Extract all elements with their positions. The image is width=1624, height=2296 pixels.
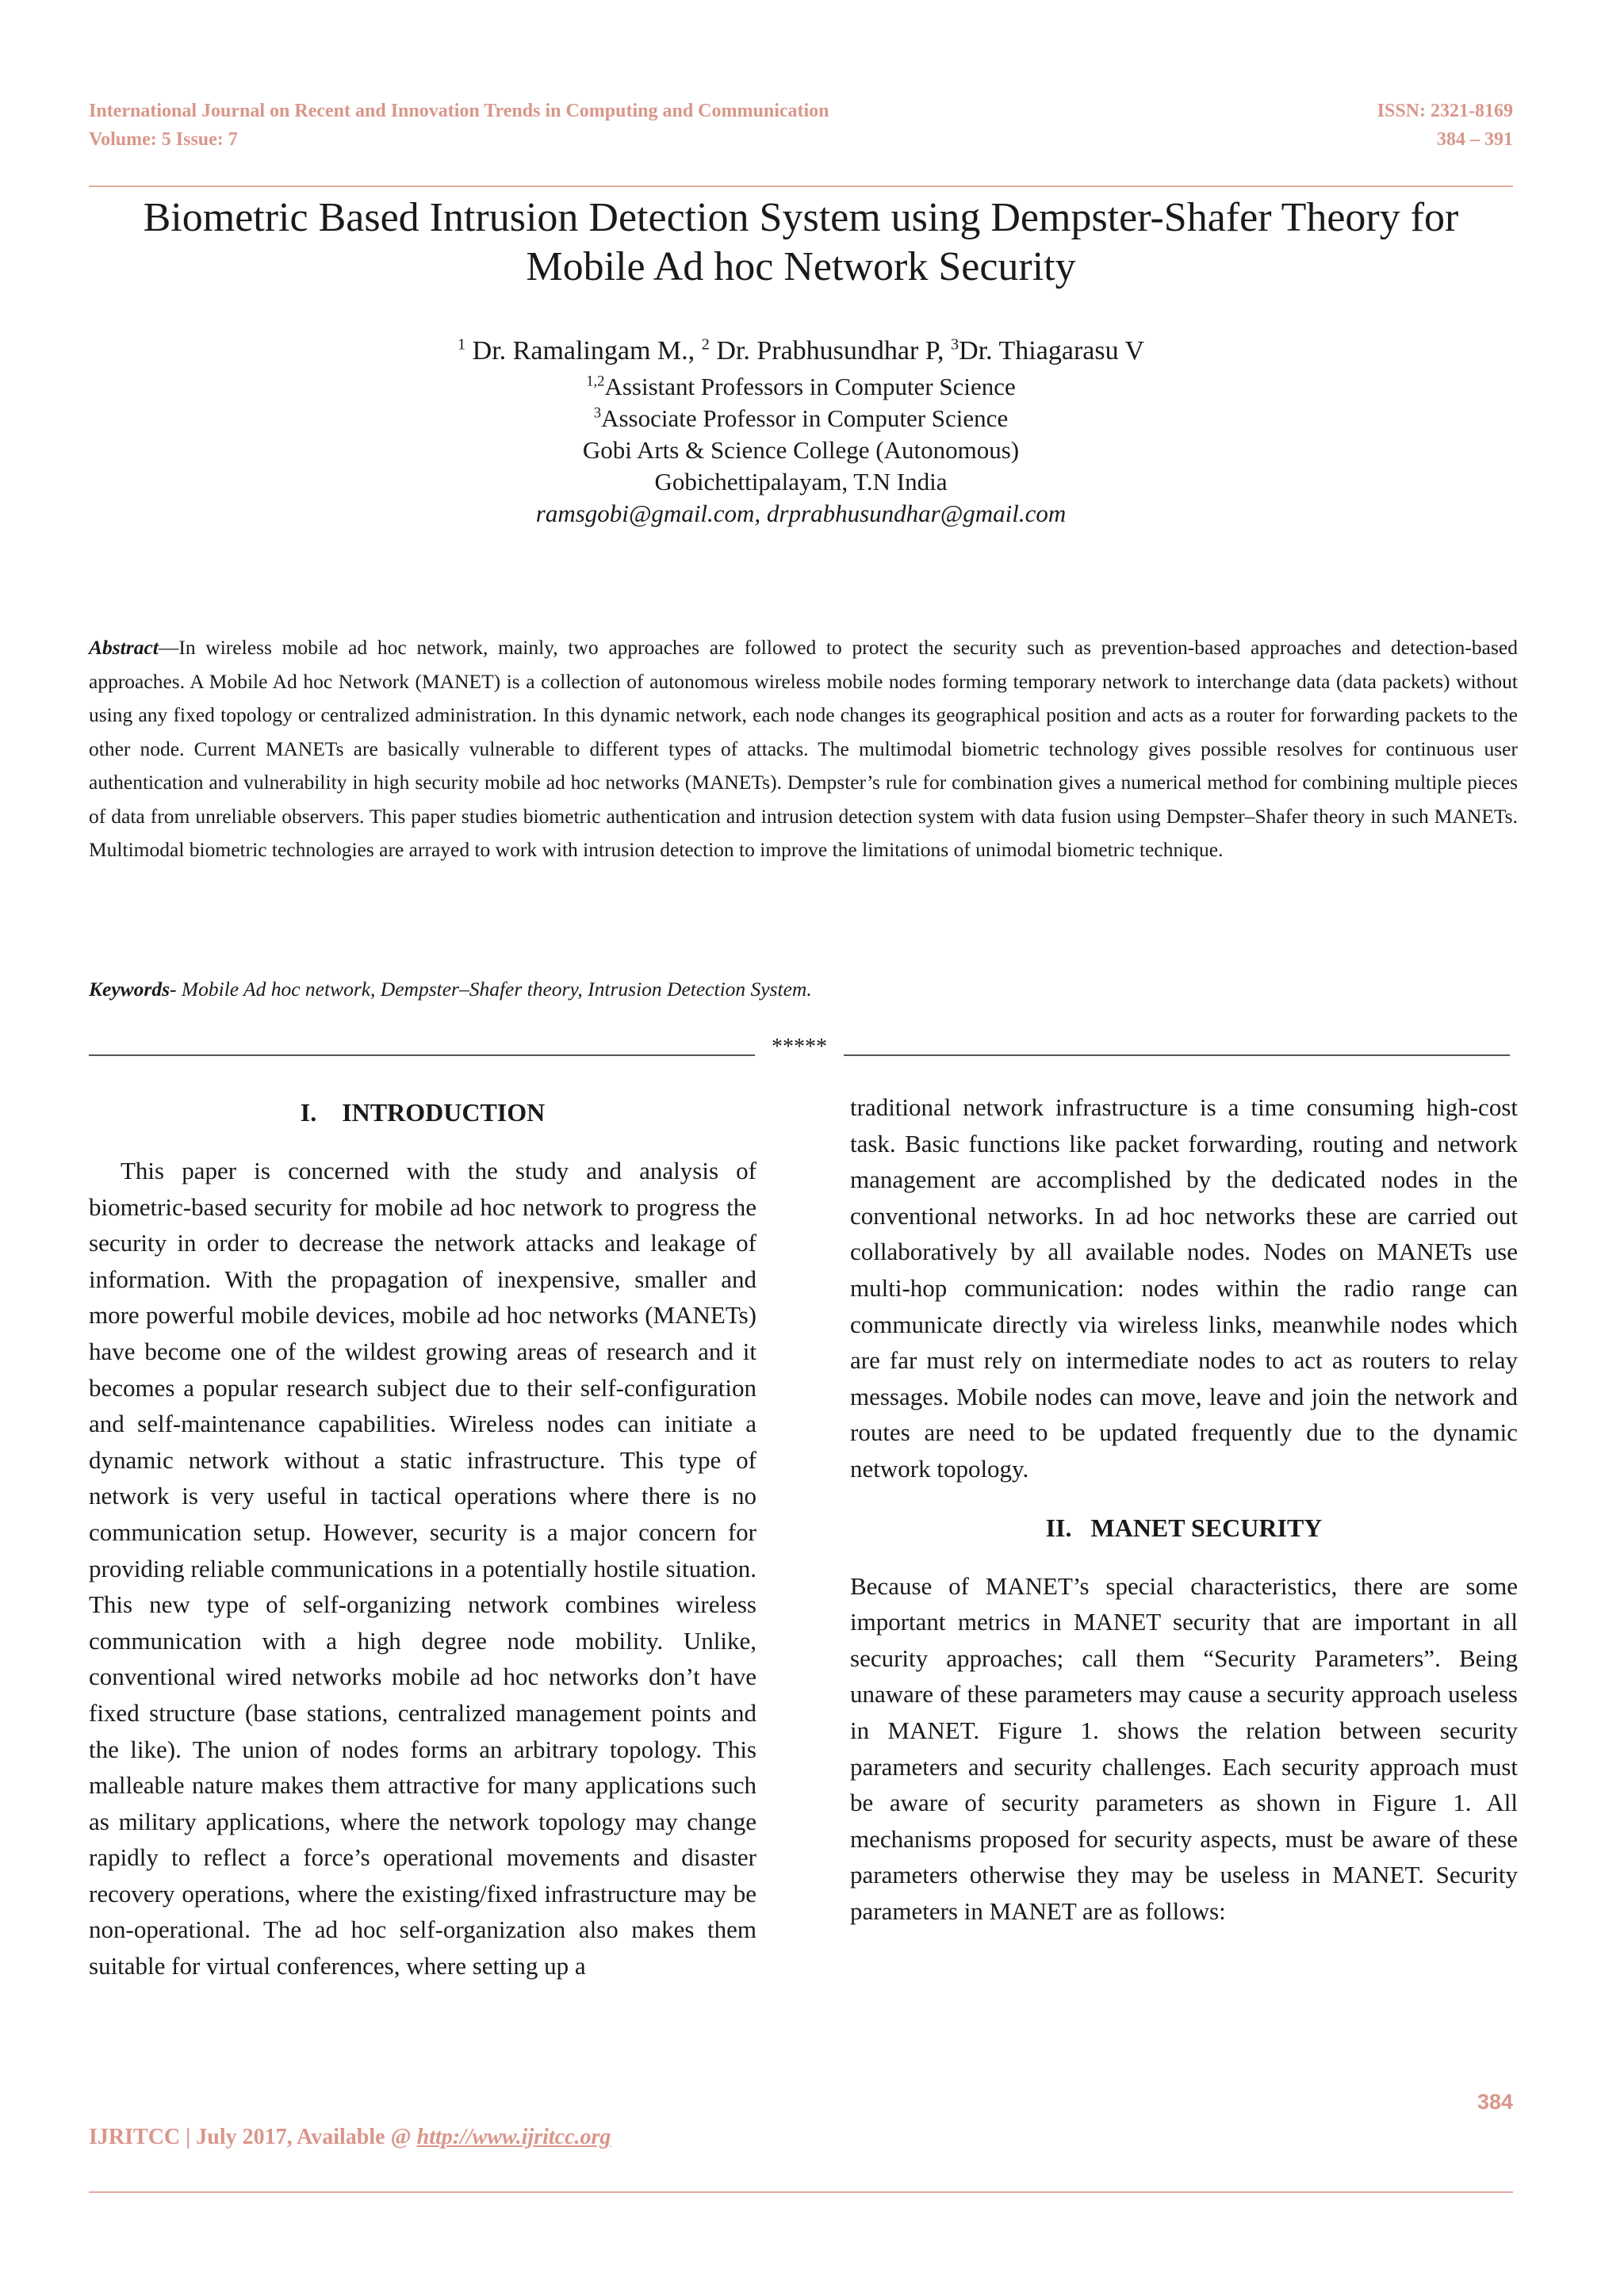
paper-title: Biometric Based Intrusion Detection System using Dempster-Shafer Theory for Mobile Ad hoc Network Security bbox=[143, 195, 1459, 289]
author-line bbox=[89, 335, 1513, 368]
intro-paragraph-continued: traditional network infrastructure is a time consuming high-cost task. Basic functions like packet forwarding, routing and network management are accomplished by the dedicated nodes in the conventional networks. In ad hoc networks these are carried out collaboratively by all available nodes. Nodes on MANETs use multi-hop communication: nodes within the radio range can communicate directly via wireless links, meanwhile nodes which are far must rely on intermediate nodes to act as routers to relay messages. Mobile nodes can move, leave and join the network and routes are need to be updated frequently due to the dynamic network topology. bbox=[850, 1093, 1518, 1483]
journal-header-right bbox=[1377, 97, 1513, 154]
manet-paragraph: Because of MANET’s special characteristics, there are some important metrics in MANET security that are important in all security approaches; call them “Security Parameters”. Being unaware of these parameters may cause a security approach useless in MANET. Figure 1. shows the relation between security parameters and security challenges. Each security approach must be aware of security parameters as shown in Figure 1. All mechanisms proposed for security aspects, must be aware of these parameters otherwise they may be useless in MANET. Security parameters in MANET are as follows: bbox=[850, 1571, 1518, 1925]
issn: ISSN: 2321-8169 bbox=[1377, 101, 1513, 121]
keywords bbox=[89, 975, 812, 1004]
footer bbox=[89, 2125, 611, 2150]
author-sup-2: 2 bbox=[701, 335, 710, 354]
affil-sup-3: 3 bbox=[593, 404, 602, 422]
affil-line-2: Associate Professor in Computer Science bbox=[601, 404, 1009, 432]
author-sup-1: 1 bbox=[457, 335, 466, 354]
journal-name: International Journal on Recent and Innovation Trends in Computing and Communication bbox=[89, 101, 829, 121]
footer-text: IJRITCC | July 2017, Available @ bbox=[89, 2125, 417, 2149]
abstract bbox=[89, 631, 1518, 867]
author-2: Dr. Prabhusundhar P, bbox=[709, 336, 951, 365]
author-3: Dr. Thiagarasu V bbox=[959, 336, 1145, 365]
page-range: 384 – 391 bbox=[1437, 129, 1513, 150]
affiliation-block bbox=[89, 371, 1513, 530]
intro-paragraph: This paper is concerned with the study and analysis of biometric-based security for mobile ad hoc network to progress the security in order to decrease the network attacks and leakage of information. With the propagation of inexpensive, smaller and more powerful mobile devices, mobile ad hoc networks (MANETs) have become one of the wildest growing areas of research and it becomes a popular research subject due to their self-configuration and self-maintenance capabilities. Wireless nodes can initiate a dynamic network without a static infrastructure. This type of network is very useful in tactical operations where there is no communication setup. However, security is a major concern for providing reliable communications in a potentially hostile situation. This new type of self-organizing network combines wireless communication with a high degree node mobility. Unlike, conventional wired networks mobile ad hoc networks don’t have fixed structure (base stations, centralized management points and the like). The union of nodes forms an arbitrary topology. This malleable nature makes them attractive for many applications such as military applications, where the network topology may change rapidly to reflect a force’s operational movements and disaster recovery operations, where the existing/fixed infrastructure may be non-operational. The ad hoc self-organization also makes them suitable for virtual conferences, where setting up a bbox=[89, 1157, 756, 1980]
affil-line-1: Assistant Professors in Computer Science bbox=[604, 373, 1016, 400]
author-sup-3: 3 bbox=[950, 335, 959, 354]
affil-line-3: Gobi Arts & Science College (Autonomous) bbox=[582, 436, 1020, 464]
keywords-label: Keywords bbox=[89, 978, 170, 1001]
column-right bbox=[850, 1094, 1518, 1929]
page-number: 384 bbox=[1477, 2090, 1513, 2114]
journal-volume: Volume: 5 Issue: 7 bbox=[89, 129, 238, 150]
section-heading-introduction: I. INTRODUCTION bbox=[300, 1098, 546, 1127]
separator-stars: ***** bbox=[772, 1035, 827, 1059]
section-heading-manet-security: II. MANET SECURITY bbox=[1045, 1513, 1323, 1542]
author-emails: ramsgobi@gmail.com, drprabhusundhar@gmail.com bbox=[535, 499, 1067, 527]
footer-rule bbox=[89, 2191, 1513, 2193]
column-left bbox=[89, 1094, 756, 1984]
separator-line-left bbox=[89, 1054, 755, 1056]
journal-header bbox=[89, 97, 829, 154]
header-rule bbox=[89, 186, 1513, 187]
abstract-label: Abstract bbox=[89, 636, 159, 659]
abstract-text: —In wireless mobile ad hoc network, mainly, two approaches are followed to protect the security such as prevention-based approaches and detection-based approaches. A Mobile Ad hoc Network (MANET) is a collection of autonomous wireless mobile nodes forming temporary network to interchange data (data packets) without using any fixed topology or centralized administration. In this dynamic network, each node changes its geographical position and acts as a router for forwarding packets to the other node. Current MANETs are basically vulnerable to different types of attacks. The multimodal biometric technology gives possible resolves for continuous user authentication and vulnerability in high security mobile ad hoc networks (MANETs). Dempster’s rule for combination gives a numerical method for combining multiple pieces of data from unreliable observers. This paper studies biometric authentication and intrusion detection system with data fusion using Dempster–Shafer theory in such MANETs. Multimodal biometric technologies are arrayed to work with intrusion detection to improve the limitations of unimodal biometric technique. bbox=[89, 636, 1518, 861]
affil-sup-12: 1,2 bbox=[586, 373, 605, 390]
author-1: Dr. Ramalingam M., bbox=[465, 336, 702, 365]
footer-link[interactable]: http://www.ijritcc.org bbox=[416, 2125, 611, 2149]
affil-line-4: Gobichettipalayam, T.N India bbox=[654, 468, 948, 496]
keywords-text: - Mobile Ad hoc network, Dempster–Shafer theory, Intrusion Detection System. bbox=[170, 978, 812, 1001]
separator-line-right bbox=[844, 1054, 1510, 1056]
